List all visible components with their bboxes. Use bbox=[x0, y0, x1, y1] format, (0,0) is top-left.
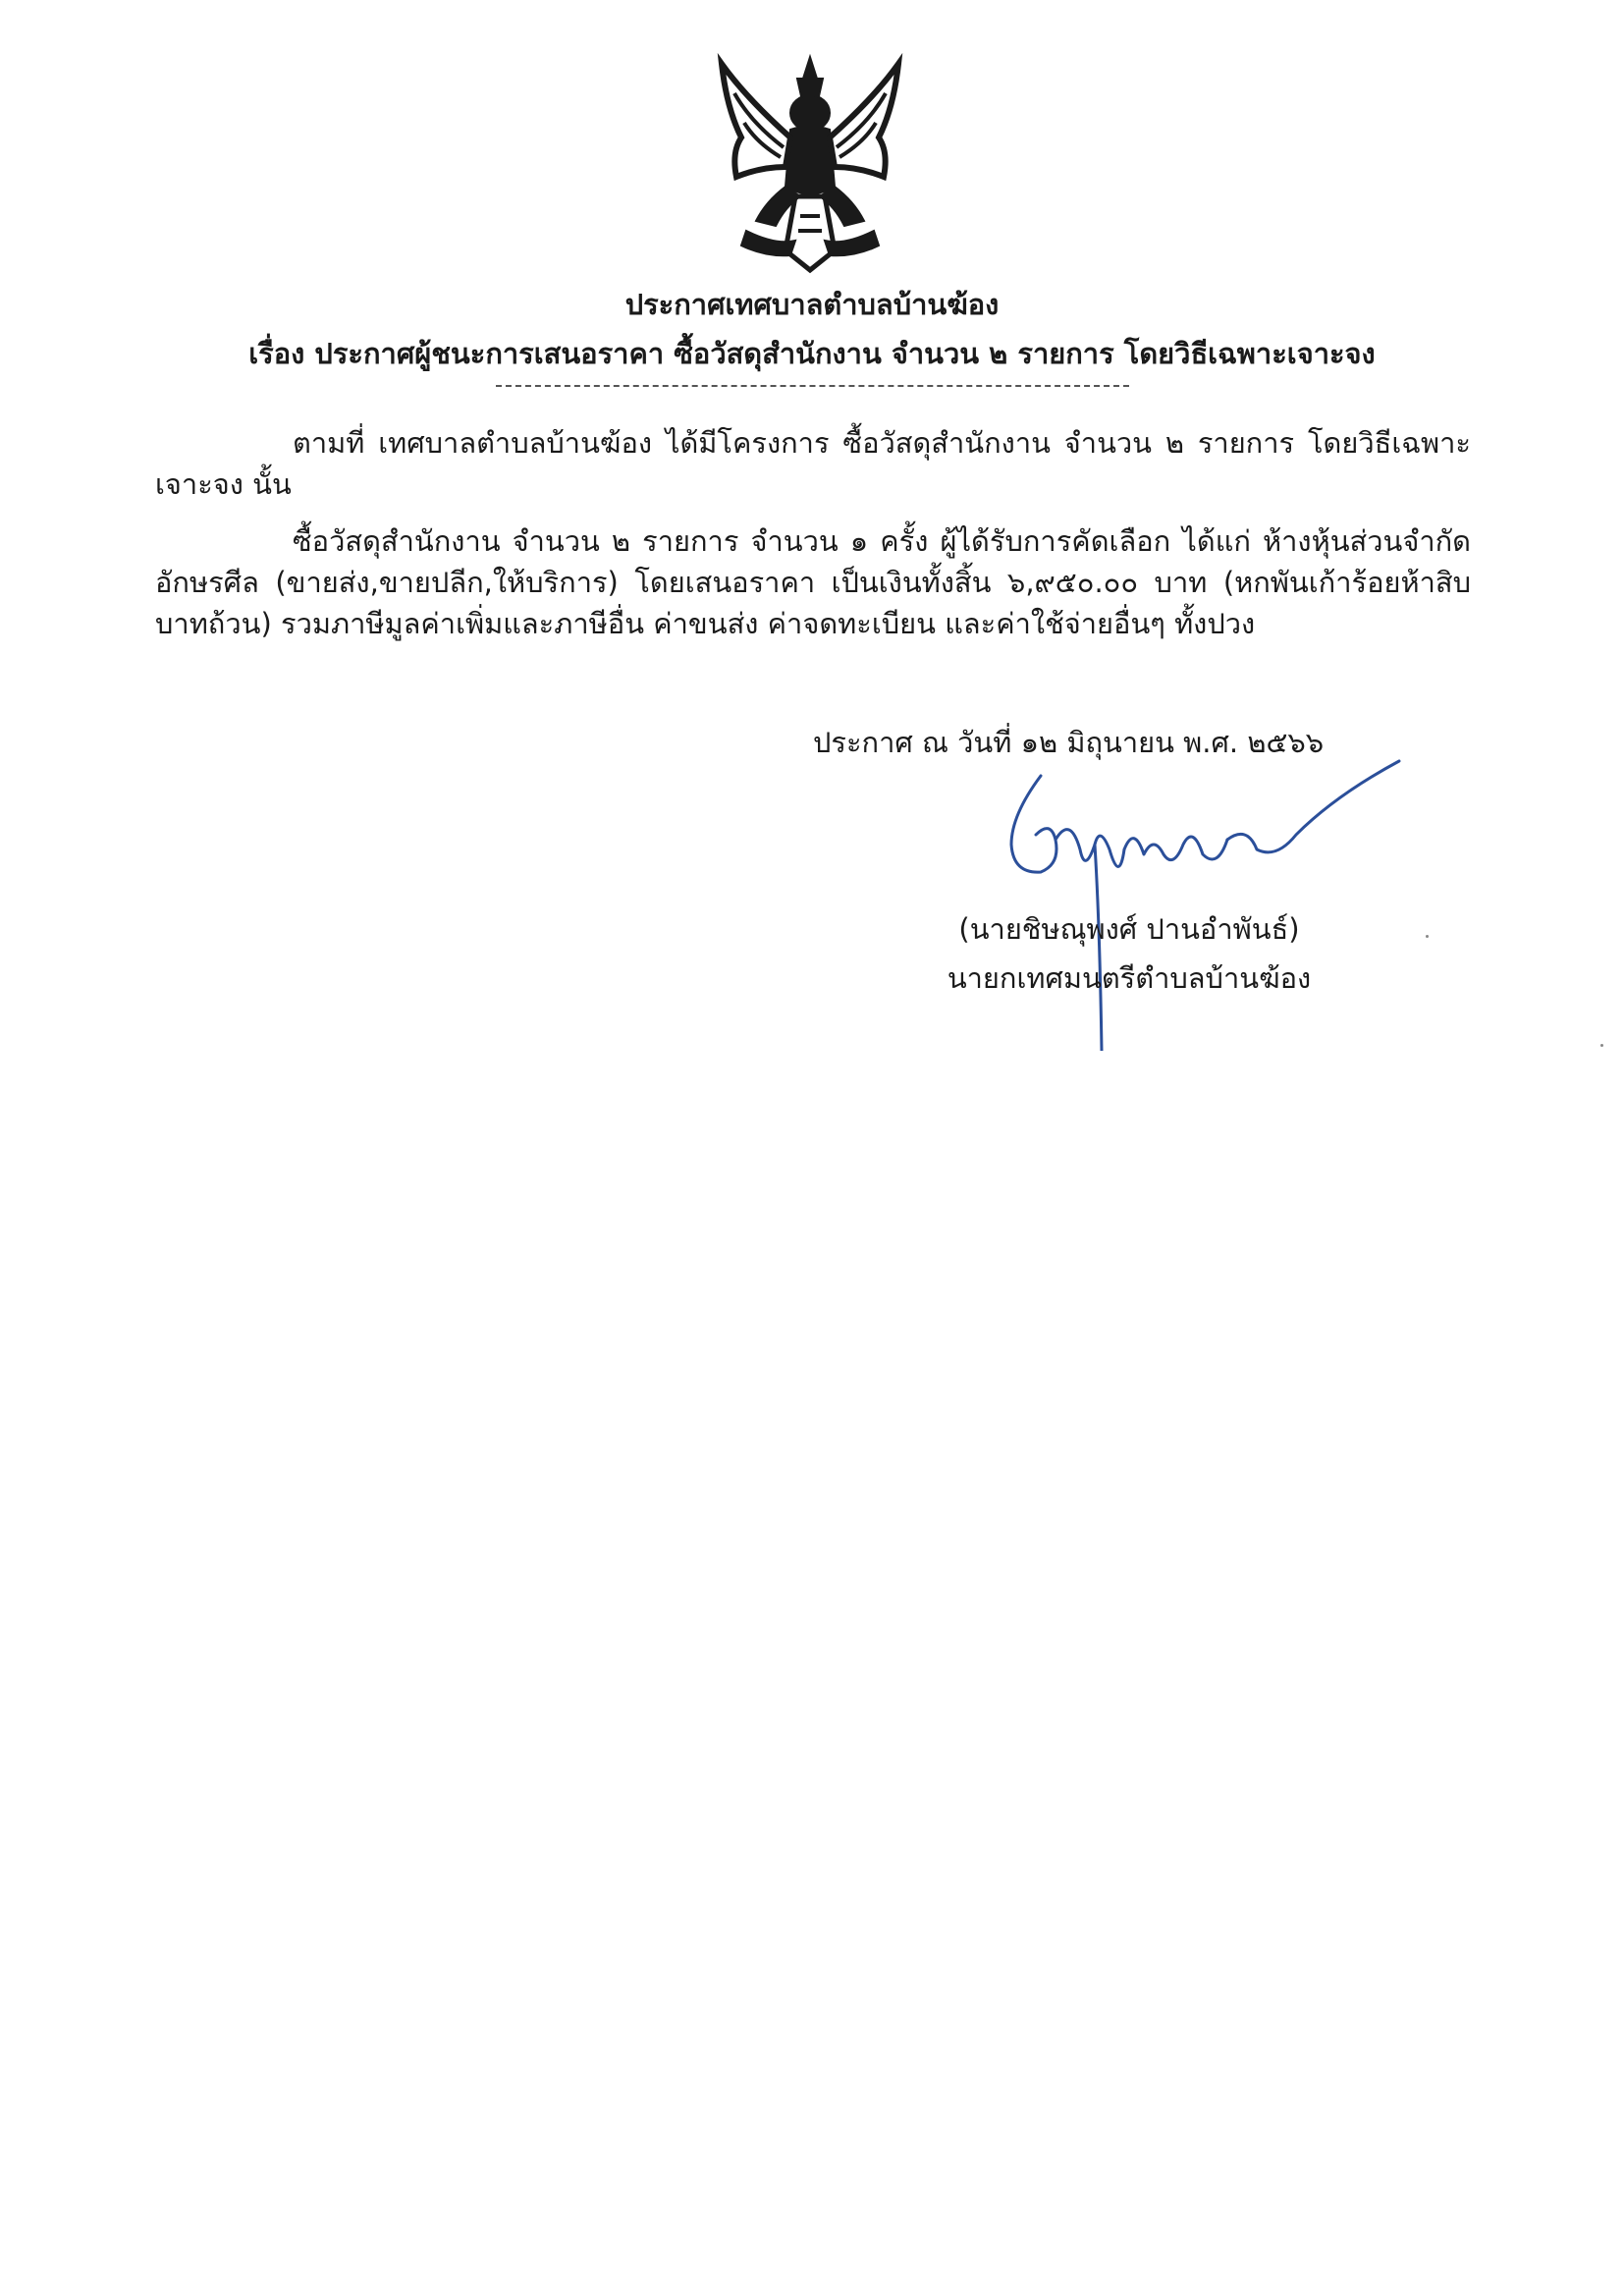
garuda-emblem-icon bbox=[687, 39, 933, 285]
document-subject: เรื่อง ประกาศผู้ชนะการเสนอราคา ซื้อวัสดุสำนักงาน จำนวน ๒ รายการ โดยวิธีเฉพาะเจาะจง bbox=[248, 337, 1376, 370]
announce-date: ประกาศ ณ วันที่ ๑๒ มิถุนายน พ.ศ. ๒๕๖๖ bbox=[813, 726, 1325, 759]
body-paragraph-2: ซื้อวัสดุสำนักงาน จำนวน ๒ รายการ จำนวน ๑ ครั้ง ผู้ได้รับการคัดเลือก ได้แก่ ห้างหุ้นส่วนจำกัด อักษรศีล (ขายส่ง,ขายปลีก,ให้บริการ) โดยเสนอราคา เป็นเงินทั้งสิ้น ๖,๙๕๐.๐๐ บาท (หกพันเก้าร้อยห้าสิบบาทถ้วน) รวมภาษีมูลค่าเพิ่มและภาษีอื่น ค่าขนส่ง ค่าจดทะเบียน และค่าใช้จ่ายอื่นๆ ทั้งปวง bbox=[155, 524, 1471, 640]
signer-position: นายกเทศมนตรีตำบลบ้านฆ้อง bbox=[947, 961, 1312, 995]
scan-speck bbox=[1426, 935, 1429, 938]
document-title: ประกาศเทศบาลตำบลบ้านฆ้อง bbox=[624, 288, 1000, 321]
body-paragraph-1: ตามที่ เทศบาลตำบลบ้านฆ้อง ได้มีโครงการ ซื้อวัสดุสำนักงาน จำนวน ๒ รายการ โดยวิธีเฉพาะเจาะจง นั้น bbox=[155, 426, 1471, 501]
scan-speck bbox=[1600, 1044, 1603, 1047]
signature-mark bbox=[982, 756, 1424, 1051]
signer-name: (นายชิษณุพงศ์ ปานอำพันธ์) bbox=[958, 912, 1300, 946]
divider-line bbox=[496, 385, 1129, 387]
